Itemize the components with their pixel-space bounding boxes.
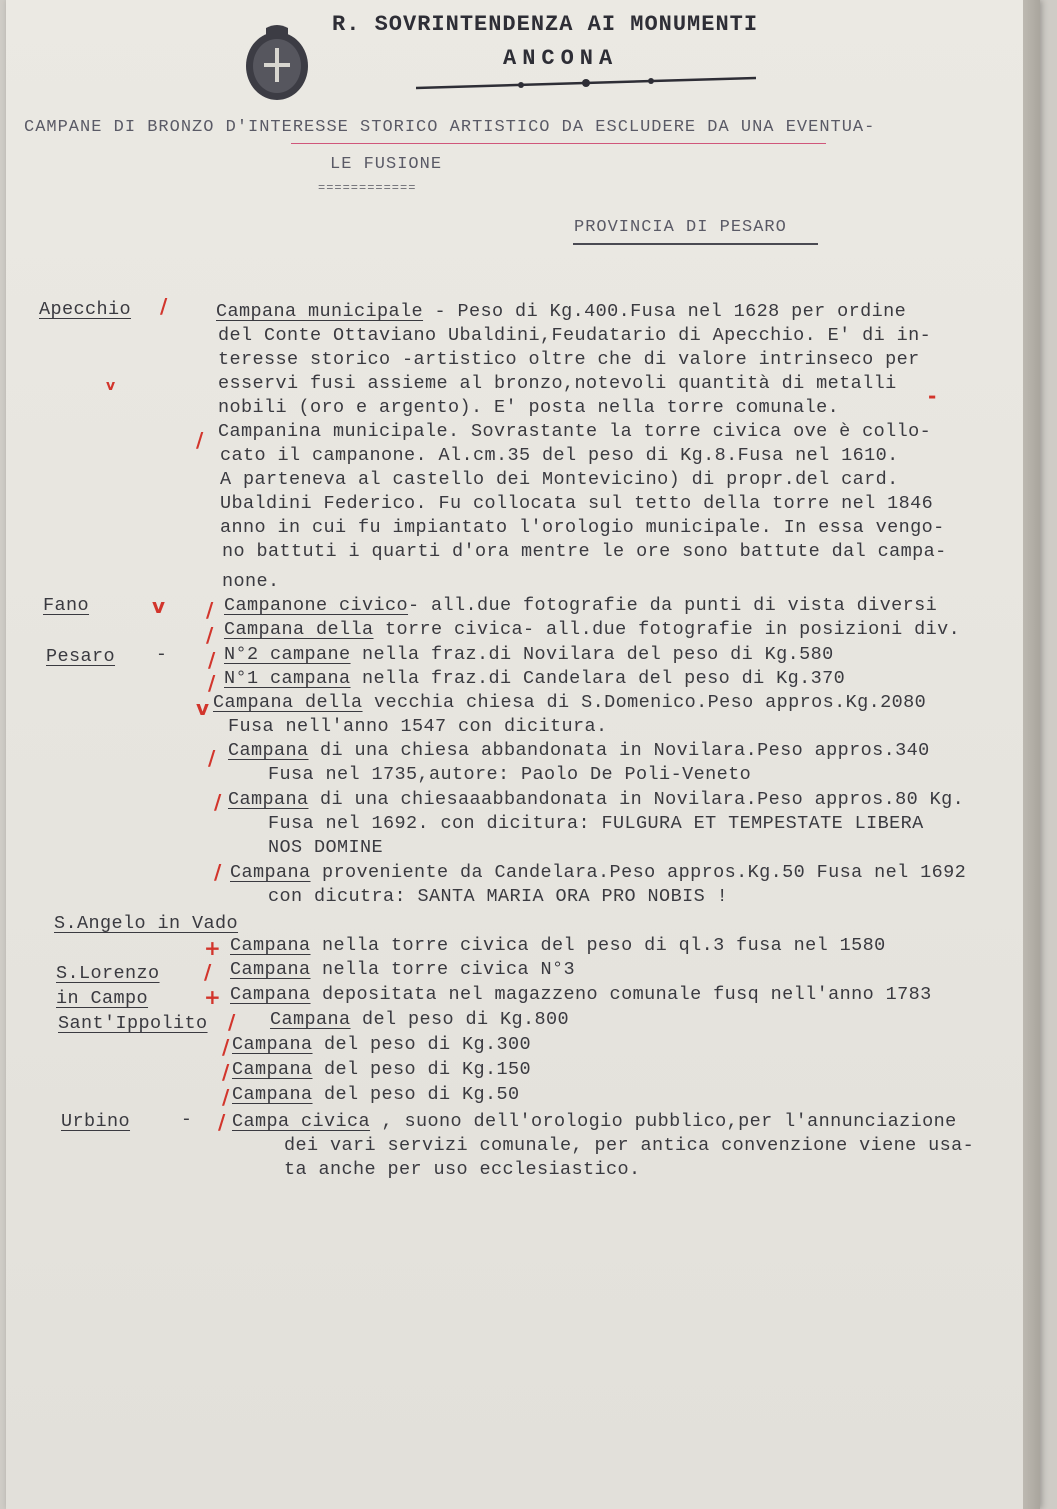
place-sant-ippolito: Sant'Ippolito: [58, 1013, 208, 1034]
page-edge: [1023, 0, 1040, 1509]
entry-line: Campana municipale - Peso di Kg.400.Fusa nel 1628 per ordine: [216, 301, 907, 322]
red-check-mark: v: [106, 378, 116, 394]
entry-line: NOS DOMINE: [268, 837, 384, 858]
red-check-mark: /: [208, 648, 216, 672]
entry-line: Campana di una chiesa abbandonata in Novilara.Peso appros.340: [228, 740, 930, 761]
pink-underline: [291, 143, 826, 144]
entry-line: esservi fusi assieme al bronzo,notevoli quantità di metalli: [218, 373, 897, 394]
entry-line: dei vari servizi comunale, per antica convenzione viene usa-: [284, 1135, 975, 1156]
red-check-mark: +: [204, 936, 221, 960]
province-underline: [573, 243, 818, 245]
entry-line: con dicutra: SANTA MARIA ORA PRO NOBIS !: [268, 886, 729, 907]
dash: -: [156, 645, 167, 665]
entry-line: Campana proveniente da Candelara.Peso appros.Kg.50 Fusa nel 1692: [230, 862, 967, 883]
red-check-mark: /: [222, 1035, 230, 1059]
entry-line: Campanone civico- all.due fotografie da punti di vista diversi: [224, 595, 938, 616]
entry-line: Campana del peso di Kg.300: [232, 1034, 532, 1055]
entry-line: Campa civica , suono dell'orologio pubblico,per l'annunciazione: [232, 1111, 957, 1132]
document-page: [6, 0, 1040, 1509]
entry-line: Fusa nel 1692. con dicitura: FULGURA ET TEMPESTATE LIBERA: [268, 813, 924, 834]
entry-line: Campana del peso di Kg.800: [270, 1009, 570, 1030]
entry-line: Campana della vecchia chiesa di S.Domenico.Peso appros.Kg.2080: [213, 692, 927, 713]
place-in-campo: in Campo: [56, 988, 149, 1009]
entry-line: ta anche per uso ecclesiastico.: [284, 1159, 641, 1180]
entry-line: Campana nella torre civica del peso di ql.3 fusa nel 1580: [230, 935, 886, 956]
city-heading: ANCONA: [503, 46, 619, 71]
red-check-mark: /: [206, 623, 214, 647]
red-check-mark: /: [204, 960, 212, 984]
place-urbino: Urbino: [61, 1111, 131, 1132]
red-check-mark: /: [222, 1060, 230, 1084]
red-check-mark: /: [208, 671, 216, 695]
entry-line: Ubaldini Federico. Fu collocata sul tetto della torre nel 1846: [220, 493, 934, 514]
entry-line: no battuti i quarti d'ora mentre le ore sono battute dal campa-: [222, 541, 947, 562]
entry-line: N°2 campane nella fraz.di Novilara del peso di Kg.580: [224, 644, 834, 665]
entry-line: Campana di una chiesaaabbandonata in Novilara.Peso appros.80 Kg.: [228, 789, 965, 810]
red-check-mark: /: [196, 428, 204, 452]
document-title-line2: LE FUSIONE: [330, 155, 443, 174]
dash: -: [181, 1110, 192, 1130]
place-fano: Fano: [43, 595, 90, 616]
red-check-mark: /: [208, 746, 216, 770]
entry-line: del Conte Ottaviano Ubaldini,Feudatario di Apecchio. E' di in-: [218, 325, 932, 346]
entry-line: N°1 campana nella fraz.di Candelara del peso di Kg.370: [224, 668, 846, 689]
red-check-mark: v: [196, 696, 210, 720]
ornament-rule: [416, 74, 756, 96]
document-title-line1: CAMPANE DI BRONZO D'INTERESSE STORICO ARTISTICO DA ESCLUDERE DA UNA EVENTUA-: [24, 118, 876, 137]
province-heading: PROVINCIA DI PESARO: [574, 218, 787, 237]
red-check-mark: v: [152, 594, 166, 618]
place-apecchio: Apecchio: [39, 299, 132, 320]
entry-line: Campana nella torre civica N°3: [230, 959, 576, 980]
entry-line: A parteneva al castello dei Montevicino) di propr.del card.: [220, 469, 899, 490]
red-check-mark: /: [160, 294, 168, 318]
entry-line: Campanina municipale. Sovrastante la torre civica ove è collo-: [218, 421, 932, 442]
royal-seal-icon: [244, 22, 310, 102]
red-check-mark: -: [928, 384, 937, 408]
red-check-mark: /: [228, 1010, 236, 1034]
entry-line: none.: [222, 571, 280, 592]
office-heading: R. SOVRINTENDENZA AI MONUMENTI: [332, 12, 759, 37]
entry-line: Fusa nell'anno 1547 con dicitura.: [228, 716, 608, 737]
entry-line: Campana depositata nel magazzeno comunale fusq nell'anno 1783: [230, 984, 932, 1005]
red-check-mark: /: [218, 1110, 226, 1134]
entry-line: nobili (oro e argento). E' posta nella torre comunale.: [218, 397, 840, 418]
entry-line: teresse storico -artistico oltre che di valore intrinseco per: [218, 349, 920, 370]
entry-line: Campana del peso di Kg.50: [232, 1084, 520, 1105]
place-s-lorenzo: S.Lorenzo: [56, 963, 160, 984]
entry-line: Campana della torre civica- all.due fotografie in posizioni div.: [224, 619, 961, 640]
place-pesaro: Pesaro: [46, 646, 116, 667]
red-check-mark: /: [214, 860, 222, 884]
red-check-mark: /: [222, 1085, 230, 1109]
title-rule: ============: [318, 181, 417, 195]
red-check-mark: +: [204, 985, 221, 1009]
red-check-mark: /: [214, 790, 222, 814]
place-s-angelo-in-vado: S.Angelo in Vado: [54, 913, 239, 934]
entry-line: Campana del peso di Kg.150: [232, 1059, 532, 1080]
red-check-mark: /: [206, 598, 214, 622]
entry-line: anno in cui fu impiantato l'orologio municipale. In essa vengo-: [220, 517, 945, 538]
entry-line: cato il campanone. Al.cm.35 del peso di Kg.8.Fusa nel 1610.: [220, 445, 899, 466]
entry-line: Fusa nel 1735,autore: Paolo De Poli-Veneto: [268, 764, 752, 785]
